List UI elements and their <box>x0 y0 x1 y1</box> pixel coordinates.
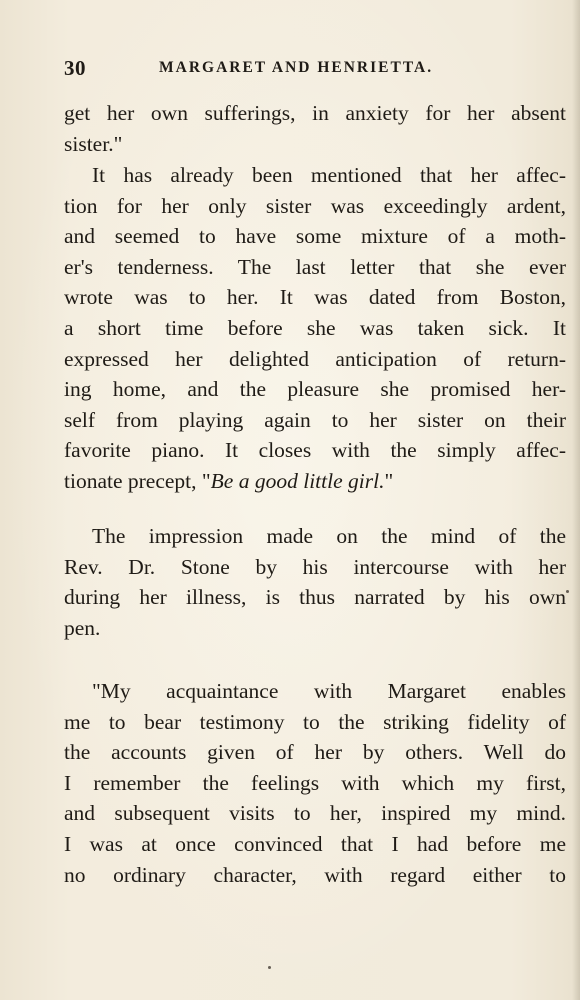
text-line: sister." <box>64 131 123 156</box>
page-header <box>64 56 554 86</box>
page-number: 30 <box>64 56 86 80</box>
text-line: er's tenderness. The last letter that she ever <box>64 254 566 279</box>
paragraph-sister-letter <box>64 160 566 497</box>
text-line: no ordinary character, with regard either to <box>64 862 566 887</box>
text-line: Rev. Dr. Stone by his intercourse with her <box>64 554 566 579</box>
text-line: I was at once convinced that I had before me <box>64 831 566 856</box>
page-edge-shadow <box>572 0 580 1000</box>
text-line: and seemed to have some mixture of a moth- <box>64 224 566 249</box>
text-line: and subsequent visits to her, inspired my mind. <box>64 801 566 826</box>
text-line: during her illness, is thus narrated by his own <box>64 585 566 610</box>
text-line-final <box>64 466 566 497</box>
text-segment: " <box>384 468 394 493</box>
text-line: the accounts given of her by others. Well do <box>64 740 566 765</box>
text-line: tion for her only sister was exceedingly ardent, <box>64 193 566 218</box>
text-line: expressed her delighted anticipation of return- <box>64 346 566 371</box>
text-line: self from playing again to her sister on their <box>64 407 566 432</box>
text-line: me to bear testimony to the striking fidelity of <box>64 709 566 734</box>
text-line: a short time before she was taken sick. It <box>64 315 566 340</box>
italic-quote: Be a good little girl. <box>210 468 385 493</box>
text-line: It has already been mentioned that her affec- <box>92 163 566 187</box>
text-line: favorite piano. It closes with the simply affec- <box>64 438 566 463</box>
text-line: pen. <box>64 615 101 640</box>
paper-speck <box>566 590 569 593</box>
text-segment: tionate precept, " <box>64 468 211 493</box>
paragraph-continued <box>64 98 566 159</box>
text-line: I remember the feelings with which my first, <box>64 770 566 795</box>
paragraph-quotation <box>64 676 566 890</box>
text-line: "My acquaintance with Margaret enables <box>92 679 566 703</box>
running-head: MARGARET AND HENRIETTA. <box>159 59 434 76</box>
paper-speck <box>268 966 271 969</box>
text-line: wrote was to her. It was dated from Boston, <box>64 285 566 310</box>
text-line: The impression made on the mind of the <box>92 524 566 548</box>
paragraph-dr-stone <box>64 521 566 643</box>
text-line: ing home, and the pleasure she promised her- <box>64 377 566 402</box>
text-line: get her own sufferings, in anxiety for her absent <box>64 101 566 125</box>
